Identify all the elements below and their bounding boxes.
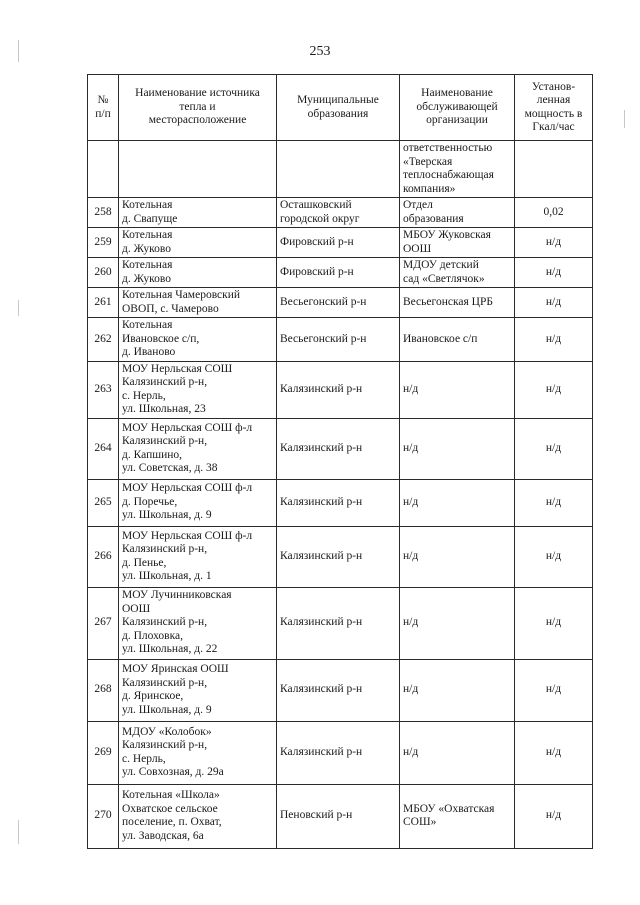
cell-line: ул. Заводская, 6а (122, 829, 204, 842)
cell-line: д. Яринское, (122, 690, 184, 702)
cell-line: мощность в (524, 107, 583, 120)
cell-source (119, 418, 277, 479)
cell-line: Ивановское с/п, (122, 332, 200, 345)
table-row (88, 418, 593, 479)
cell-num: 261 (88, 288, 119, 318)
table-row (88, 479, 593, 526)
table-row (88, 659, 593, 721)
cell-source (119, 288, 277, 318)
cell-municipality (277, 288, 400, 318)
cell-municipality (277, 228, 400, 258)
cell-line: н/д (403, 441, 419, 454)
header-power (515, 75, 593, 141)
cell-organization (400, 526, 515, 587)
cell-line: Калязинский р-н, (122, 376, 208, 388)
cell-line: ул. Школьная, д. 9 (122, 509, 212, 522)
cell-line: МОУ Яринская ООШ (122, 663, 229, 675)
cell-line: Калязинский р-н (280, 745, 363, 758)
continuation-num (88, 141, 119, 198)
cell-municipality (277, 721, 400, 784)
cell-line: МБОУ «Охватская (403, 802, 495, 815)
cell-line: МБОУ Жуковская (403, 229, 491, 241)
cell-organization (400, 228, 515, 258)
cell-source (119, 228, 277, 258)
cell-organization (400, 288, 515, 318)
cell-line: Осташковский (280, 199, 352, 211)
table-header-row (88, 75, 593, 141)
header-source (119, 75, 277, 141)
cell-num: 264 (88, 418, 119, 479)
cell-line: Калязинский р-н (280, 382, 363, 395)
cell-municipality (277, 198, 400, 228)
cell-num: 270 (88, 784, 119, 848)
cell-num: 265 (88, 479, 119, 526)
cell-line: Калязинский р-н, (122, 739, 208, 751)
cell-line: МДОУ «Колобок» (122, 725, 212, 738)
cell-power: н/д (515, 587, 593, 659)
cell-line: Отдел (403, 199, 433, 211)
cell-municipality (277, 418, 400, 479)
cell-line: Калязинский р-н (280, 441, 363, 454)
table-row (88, 526, 593, 587)
cell-organization (400, 721, 515, 784)
cell-organization (400, 587, 515, 659)
cell-line: ул. Школьная, 23 (122, 403, 206, 415)
cell-line: д. Поречье, (122, 495, 178, 508)
cell-power: 0,02 (515, 198, 593, 228)
cell-line: организации (426, 114, 488, 127)
cell-organization (400, 361, 515, 418)
cell-source (119, 526, 277, 587)
cell-line: Наименование источника (135, 87, 260, 100)
cell-line: СОШ» (403, 816, 437, 828)
cell-line: городской округ (280, 212, 360, 225)
cell-line: Калязинский р-н (280, 683, 363, 696)
cell-source (119, 721, 277, 784)
continuation-power (515, 141, 593, 198)
cell-line: н/д (403, 549, 419, 562)
cell-power: н/д (515, 361, 593, 418)
cell-line: компания» (403, 182, 456, 195)
cell-municipality (277, 361, 400, 418)
table-row (88, 361, 593, 418)
cell-line: Калязинский р-н, (122, 616, 208, 629)
heat-sources-table (87, 74, 593, 849)
cell-line: МОУ Нерльская СОШ ф-л (122, 421, 253, 434)
cell-num: 266 (88, 526, 119, 587)
cell-power: н/д (515, 784, 593, 848)
cell-line: ул. Совхозная, д. 29а (122, 766, 224, 778)
cell-line: Калязинский р-н (280, 616, 363, 629)
cell-power: н/д (515, 659, 593, 721)
cell-line: ООШ (122, 602, 151, 615)
cell-line: Установ- (531, 80, 576, 93)
cell-line: Котельная (122, 259, 173, 271)
cell-line: ОВОП, с. Чамерово (122, 302, 219, 315)
cell-organization (400, 659, 515, 721)
cell-line: поселение, п. Охват, (122, 816, 222, 828)
cell-source (119, 258, 277, 288)
cell-line: д. Иваново (122, 346, 176, 358)
cell-source (119, 784, 277, 848)
cell-municipality (277, 258, 400, 288)
cell-num: 260 (88, 258, 119, 288)
cell-organization (400, 418, 515, 479)
cell-line: Калязинский р-н, (122, 676, 208, 689)
cell-num: 259 (88, 228, 119, 258)
cell-municipality (277, 659, 400, 721)
cell-line: Котельная (122, 229, 173, 241)
cell-line: МОУ Нерльская СОШ ф-л (122, 482, 253, 495)
scan-edge-mark-right (624, 110, 625, 128)
cell-line: Весьегонская ЦРБ (403, 295, 493, 308)
cell-line: н/д (403, 683, 419, 696)
table-row (88, 258, 593, 288)
cell-source (119, 587, 277, 659)
header-organization (400, 75, 515, 141)
cell-line: ООШ (403, 242, 432, 255)
cell-line: н/д (403, 495, 419, 508)
cell-line: д. Жуково (122, 242, 171, 255)
cell-line: Котельная «Школа» (122, 789, 220, 801)
cell-source (119, 479, 277, 526)
header-num (88, 75, 119, 141)
cell-source (119, 198, 277, 228)
cell-line: Муниципальные (297, 94, 379, 106)
cell-line: Котельная Чамеровский (122, 289, 241, 301)
cell-municipality (277, 784, 400, 848)
cell-organization (400, 258, 515, 288)
table-row (88, 318, 593, 362)
cell-municipality (277, 479, 400, 526)
cell-line: обслуживающей (416, 100, 498, 113)
cell-line: МОУ Лучинниковская (122, 589, 232, 602)
cell-line: образования (307, 107, 369, 120)
cell-line: Калязинский р-н, (122, 435, 208, 447)
cell-line: Охватское сельское (122, 802, 218, 815)
cell-num: 263 (88, 361, 119, 418)
cell-line: теплоснабжающая (403, 169, 494, 181)
cell-line: Калязинский р-н (280, 549, 363, 562)
cell-line: ответственностью (403, 142, 493, 154)
cell-line: образования (403, 212, 464, 225)
cell-num: 267 (88, 587, 119, 659)
cell-power: н/д (515, 318, 593, 362)
cell-line: Котельная (122, 319, 173, 331)
cell-line: Весьегонский р-н (280, 332, 367, 345)
cell-source (119, 659, 277, 721)
cell-line: № (97, 94, 109, 106)
cell-line: тепла и (179, 100, 216, 113)
cell-line: д. Пенье, (122, 556, 167, 569)
cell-line: сад «Светлячок» (403, 272, 485, 285)
cell-line: Пеновский р-н (280, 809, 353, 822)
page-number: 253 (309, 44, 331, 59)
cell-source (119, 361, 277, 418)
cell-line: «Тверская (403, 155, 453, 168)
cell-line: ул. Школьная, д. 1 (122, 570, 212, 582)
cell-organization (400, 198, 515, 228)
cell-line: МДОУ детский (403, 259, 479, 271)
table-row (88, 784, 593, 848)
cell-line: ленная (536, 94, 571, 106)
cell-line: д. Плоховка, (122, 629, 183, 642)
cell-line: н/д (403, 382, 419, 395)
cell-line: Весьегонский р-н (280, 295, 367, 308)
cell-organization (400, 479, 515, 526)
cell-line: д. Свапуще (122, 212, 178, 225)
cell-organization (400, 784, 515, 848)
cell-line: Калязинский р-н, (122, 543, 208, 555)
scan-edge-mark-left-mid (18, 300, 19, 316)
cell-power: н/д (515, 721, 593, 784)
cell-line: ул. Школьная, д. 22 (122, 643, 218, 656)
cell-line: п/п (95, 107, 111, 120)
cell-line: Наименование (421, 87, 493, 100)
cell-line: с. Нерль, (122, 752, 166, 765)
cell-power: н/д (515, 418, 593, 479)
cell-power: н/д (515, 258, 593, 288)
cell-line: с. Нерль, (122, 389, 166, 402)
cell-line: МОУ Нерльская СОШ ф-л (122, 529, 253, 542)
cell-line: Фировский р-н (280, 235, 354, 248)
cell-line: Котельная (122, 199, 173, 211)
cell-organization (400, 318, 515, 362)
cell-line: ул. Школьная, д. 9 (122, 703, 212, 716)
table-row (88, 228, 593, 258)
cell-power: н/д (515, 288, 593, 318)
cell-line: Фировский р-н (280, 265, 354, 278)
cell-power: н/д (515, 526, 593, 587)
cell-num: 268 (88, 659, 119, 721)
cell-line: ул. Советская, д. 38 (122, 462, 218, 474)
cell-source (119, 318, 277, 362)
cell-line: д. Жуково (122, 272, 171, 285)
table-row (88, 721, 593, 784)
cell-line: Калязинский р-н (280, 495, 363, 508)
continuation-organization (400, 141, 515, 198)
table-row (88, 198, 593, 228)
cell-line: МОУ Нерльская СОШ (122, 362, 233, 375)
cell-municipality (277, 526, 400, 587)
table-row (88, 288, 593, 318)
cell-line: Гкал/час (532, 121, 575, 133)
continuation-row (88, 141, 593, 198)
cell-power: н/д (515, 228, 593, 258)
cell-municipality (277, 587, 400, 659)
continuation-municipality (277, 141, 400, 198)
cell-line: месторасположение (148, 114, 247, 127)
cell-line: д. Капшино, (122, 448, 183, 461)
cell-line: н/д (403, 745, 419, 758)
cell-num: 258 (88, 198, 119, 228)
cell-num: 262 (88, 318, 119, 362)
cell-power: н/д (515, 479, 593, 526)
cell-line: Ивановское с/п (403, 332, 478, 345)
cell-num: 269 (88, 721, 119, 784)
cell-municipality (277, 318, 400, 362)
continuation-source (119, 141, 277, 198)
scan-edge-mark-left-bottom (18, 820, 19, 844)
table-row (88, 587, 593, 659)
cell-line: н/д (403, 616, 419, 629)
header-municipality (277, 75, 400, 141)
